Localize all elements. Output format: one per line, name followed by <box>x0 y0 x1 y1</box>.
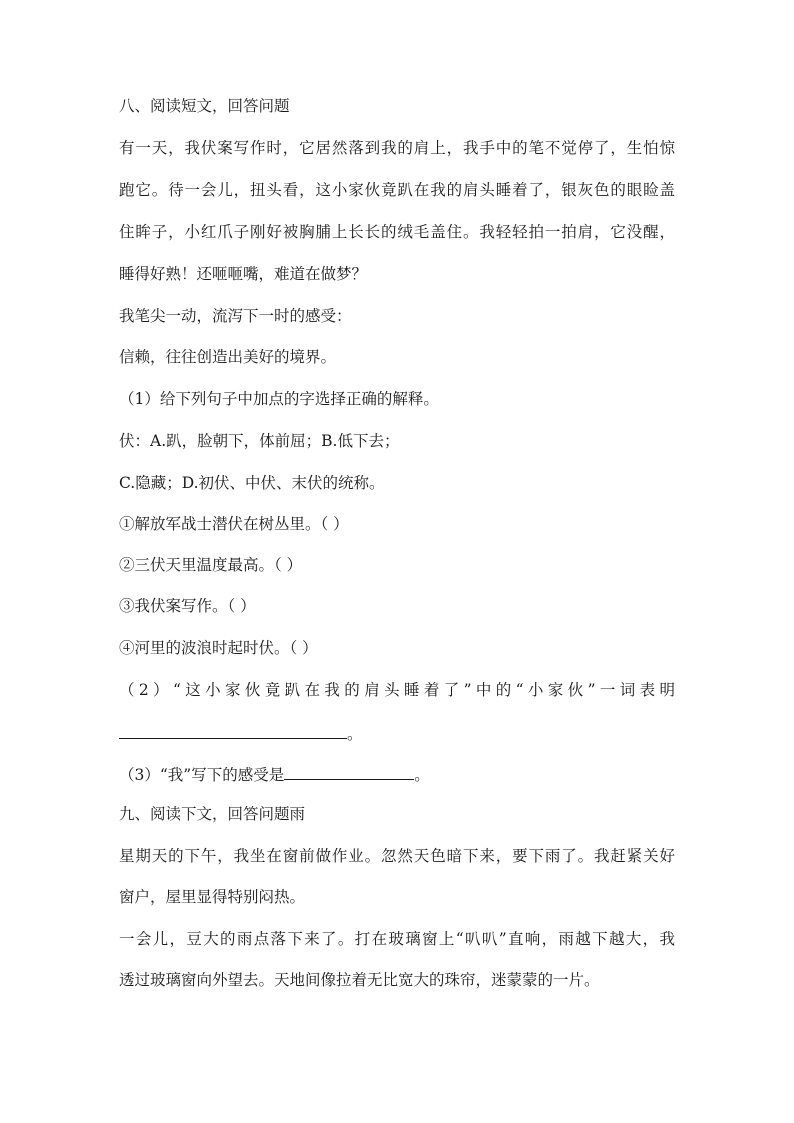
question-2-prompt: （2）“这小家伙竟趴在我的肩头睡着了”中的“小家伙”一词表明 <box>119 681 675 699</box>
question-1-options: C.隐藏；D.初伏、中伏、末伏的统称。 <box>119 474 385 492</box>
passage-line: 透过玻璃窗向外望去。天地间像拉着无比宽大的珠帘，迷蒙蒙的一片。 <box>119 971 600 989</box>
question-1-item: ④河里的波浪时起时伏。（ ） <box>119 639 318 657</box>
passage-line: 跑它。待一会儿，扭头看，这小家伙竟趴在我的肩头睡着了，银灰色的眼睑盖 <box>119 181 675 199</box>
question-2-answer-line <box>119 722 675 744</box>
passage-line: 星期天的下午，我坐在窗前做作业。忽然天色暗下来，要下雨了。我赶紧关好 <box>119 847 675 865</box>
question-1-prompt: （1）给下列句子中加点的字选择正确的解释。 <box>119 390 439 408</box>
question-1-item: ③我伏案写作。（ ） <box>119 597 256 615</box>
passage-line: 窗户，屋里显得特别闷热。 <box>119 888 306 906</box>
answer-blank[interactable] <box>284 763 414 780</box>
question-1-options: 伏：A.趴，脸朝下，体前屈；B.低下去； <box>119 432 400 450</box>
passage-line: 住眸子，小红爪子刚好被胸脯上长长的绒毛盖住。我轻轻拍一拍肩，它没醒， <box>119 223 675 241</box>
passage-line: 睡得好熟！还咂咂嘴，难道在做梦？ <box>119 265 368 283</box>
passage-line: 有一天，我伏案写作时，它居然落到我的肩上，我手中的笔不觉停了，生怕惊 <box>119 139 675 157</box>
question-1-item: ①解放军战士潜伏在树丛里。（ ） <box>119 515 349 533</box>
question-1-item: ②三伏天里温度最高。（ ） <box>119 556 303 574</box>
section-9-title: 九、阅读下文，回答问题雨 <box>119 805 306 823</box>
section-8-title: 八、阅读短文，回答问题 <box>119 97 290 115</box>
question-3-end: 。 <box>414 766 430 784</box>
question-3 <box>119 763 675 785</box>
answer-blank[interactable] <box>119 722 347 739</box>
question-3-prompt: （3）“我”写下的感受是 <box>119 766 285 784</box>
question-2-end: 。 <box>347 725 363 743</box>
passage-line: 我笔尖一动，流泻下一时的感受： <box>119 307 352 325</box>
passage-line: 信赖，往往创造出美好的境界。 <box>119 348 337 366</box>
passage-line: 一会儿，豆大的雨点落下来了。打在玻璃窗上“叭叭”直响，雨越下越大，我 <box>119 930 675 948</box>
